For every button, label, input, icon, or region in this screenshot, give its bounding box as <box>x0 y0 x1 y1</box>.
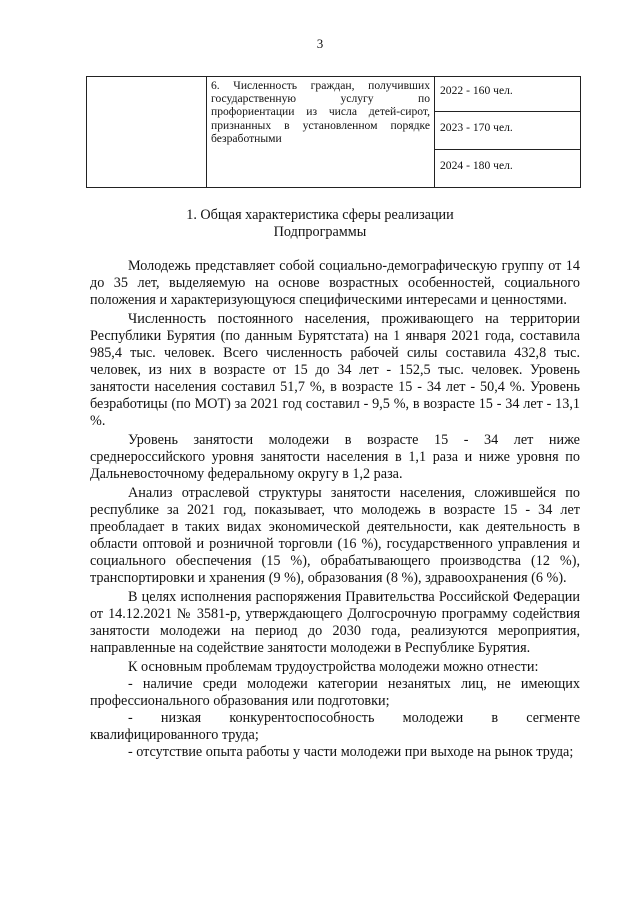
paragraph: Численность постоянного населения, проживающего на территории Республики Бурятия (по данным Бурятстата) на 1 января 2021 года, составила 985,4 тыс. человек. Всего численность рабочей силы составила 432,8 тыс. человек, из них в возрасте от 15 до 34 лет - 152,5 тыс. человек. Уровень занятости населения составил 51,7 %, в возрасте 15 - 34 лет - 50,4 %. Уровень безработицы (по МОТ) за 2021 год составил - 9,5 %, в возрасте 15 - 34 лет - 13,1 %. <box>90 311 580 429</box>
list-item: - отсутствие опыта работы у части молодежи при выходе на рынок труда; <box>128 744 574 760</box>
paragraph: Уровень занятости молодежи в возрасте 15 - 34 лет ниже среднероссийского уровня занятости населения в 1,1 раза и ниже уровня по Дальневосточному федеральному округу в 1,2 раза. <box>90 432 580 482</box>
indicator-description: 6. Численность граждан, получивших государственную услугу по профориентации из числа детей-сирот, признанных в установленном порядке безработными <box>211 79 430 145</box>
paragraph: В целях исполнения распоряжения Правительства Российской Федерации от 14.12.2021 № 3581-р, утверждающего Долгосрочную программу содействия занятости молодежи на период до 2030 года, реализуются мероприятия, направленные на содействие занятости молодежи в Республике Бурятия. <box>90 589 580 656</box>
indicator-value-cell <box>435 77 581 112</box>
paragraph: Молодежь представляет собой социально-демографическую группу от 14 до 35 лет, выделяемую на основе возрастных особенностей, социального положения и характеризующуюся специфическими интересами и ценностями. <box>90 258 580 308</box>
paragraph: К основным проблемам трудоустройства молодежи можно отнести: <box>128 659 539 675</box>
section-title-line: Подпрограммы <box>273 224 367 240</box>
indicator-value: 2022 - 160 чел. <box>440 84 513 97</box>
indicator-value: 2024 - 180 чел. <box>440 159 513 172</box>
section-title-line: 1. Общая характеристика сферы реализации <box>186 207 454 223</box>
list-item: - низкая конкурентоспособность молодежи в сегменте квалифицированного труда; <box>90 710 580 743</box>
indicator-table <box>86 76 581 188</box>
indicator-value-cell <box>435 112 581 150</box>
list-item: - наличие среди молодежи категории незанятых лиц, не имеющих профессионального образования или подготовки; <box>90 676 580 709</box>
paragraph: Анализ отраслевой структуры занятости населения, сложившейся по республике за 2021 год, показывает, что молодежь в возрасте 15 - 34 лет преобладает в таких видах экономической деятельности, как деятельность в области оптовой и розничной торговли (16 %), государственного управления и социального обеспечения (15 %), обрабатывающего производства (12 %), транспортировки и хранения (9 %), образования (8 %), здравоохранения (6 %). <box>90 485 580 586</box>
table-empty-cell <box>87 77 207 188</box>
page-number: 3 <box>316 36 324 51</box>
indicator-description-cell <box>207 77 435 188</box>
body-text <box>90 258 580 761</box>
indicator-value-cell <box>435 150 581 188</box>
indicator-value: 2023 - 170 чел. <box>440 121 513 134</box>
section-title <box>0 207 640 241</box>
